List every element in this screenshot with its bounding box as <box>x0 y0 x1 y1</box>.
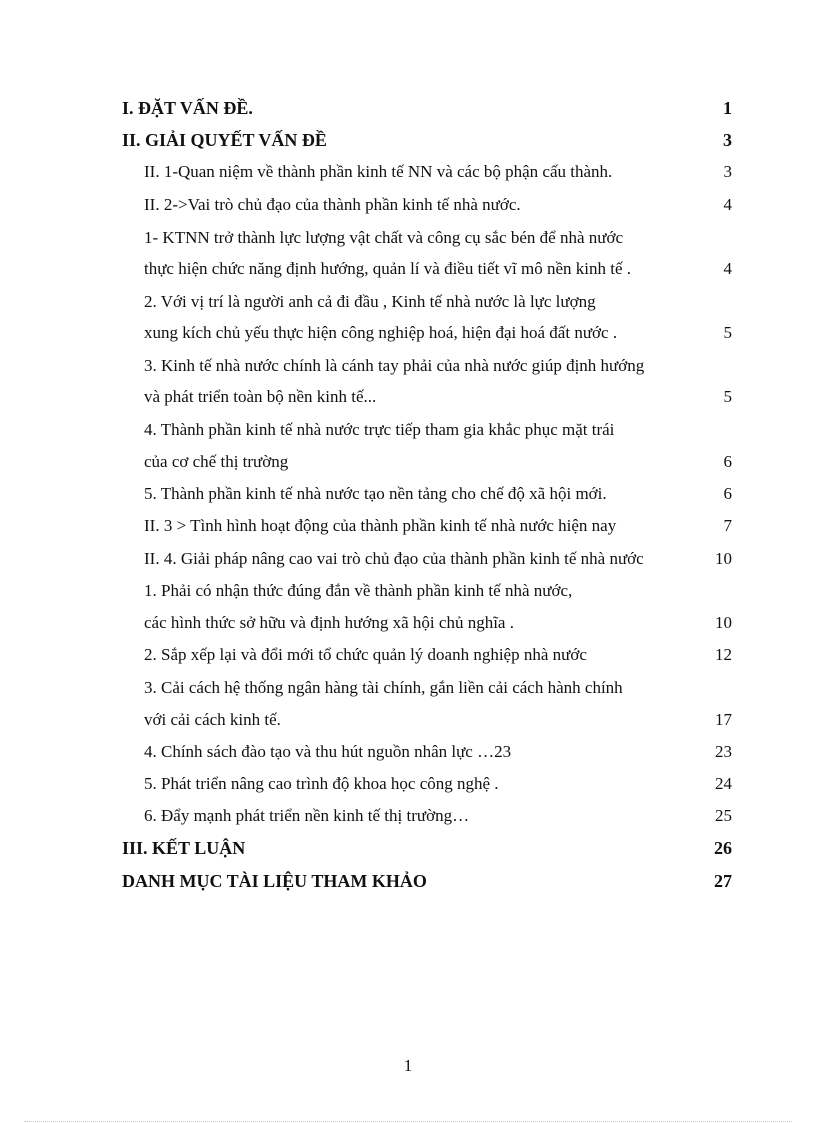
toc-entry-title: 3. Cải cách hệ thống ngân hàng tài chính, gắn liền cải cách hành chính <box>144 678 623 697</box>
toc-entry-page: 23 <box>715 742 732 761</box>
toc-entry <box>0 643 816 667</box>
toc-entry <box>0 611 816 635</box>
toc-entry <box>0 160 816 184</box>
toc-entry <box>0 450 816 474</box>
toc-entry-page: 10 <box>715 549 732 568</box>
toc-entry-title: của cơ chế thị trường <box>144 452 289 471</box>
toc-entry-page: 3 <box>723 130 732 150</box>
toc-entry-page: 27 <box>714 871 732 891</box>
footer-divider <box>24 1121 792 1122</box>
toc-entry <box>0 514 816 538</box>
toc-entry-title: 1- KTNN trở thành lực lượng vật chất và công cụ sắc bén để nhà nước <box>144 228 623 247</box>
toc-entry-title: II. 3 > Tình hình hoạt động của thành phần kinh tế nhà nước hiện nay <box>144 516 617 535</box>
toc-entry <box>0 579 816 603</box>
toc-entry-page: 17 <box>715 710 732 729</box>
toc-entry-title: II. 2->Vai trò chủ đạo của thành phần kinh tế nhà nước. <box>144 195 521 214</box>
toc-entry-title: III. KẾT LUẬN <box>122 838 246 858</box>
toc-entry <box>0 290 816 314</box>
toc-entry-page: 25 <box>715 806 732 825</box>
toc-entry-page: 6 <box>723 484 732 503</box>
toc-entry-title: II. 1-Quan niệm về thành phần kinh tế NN và các bộ phận cấu thành. <box>144 162 613 181</box>
toc-entry-title: với cải cách kinh tế. <box>144 710 281 729</box>
toc-entry-title: 2. Sắp xếp lại và đổi mới tổ chức quản lý doanh nghiệp nhà nước <box>144 645 587 664</box>
toc-entry <box>0 676 816 700</box>
toc-entry-title: 3. Kinh tế nhà nước chính là cánh tay phải của nhà nước giúp định hướng <box>144 356 645 375</box>
toc-entry-title: xung kích chủ yếu thực hiện công nghiệp hoá, hiện đại hoá đất nước . <box>144 323 618 342</box>
toc-entry <box>0 193 816 217</box>
toc-entry-page: 26 <box>714 838 732 858</box>
toc-entry <box>0 128 816 152</box>
toc-entry <box>0 772 816 796</box>
toc-entry-title: 6. Đẩy mạnh phát triển nền kinh tế thị trường… <box>144 806 470 825</box>
toc-entry-title: và phát triển toàn bộ nền kinh tế... <box>144 387 377 406</box>
toc-entry-title: thực hiện chức năng định hướng, quản lí và điều tiết vĩ mô nền kinh tế . <box>144 259 632 278</box>
toc-entry <box>0 96 816 120</box>
toc-entry-title: 5. Phát triển nâng cao trình độ khoa học công nghệ . <box>144 774 499 793</box>
toc-entry-title: II. 4. Giải pháp nâng cao vai trò chủ đạo của thành phần kinh tế nhà nước <box>144 549 644 568</box>
toc-entry <box>0 418 816 442</box>
toc-entry-title: 2. Với vị trí là người anh cả đi đầu , Kinh tế nhà nước là lực lượng <box>144 292 596 311</box>
toc-entry-title: 4. Chính sách đào tạo và thu hút nguồn nhân lực …23 <box>144 742 512 761</box>
toc-entry <box>0 321 816 345</box>
toc-entry-page: 4 <box>723 259 732 278</box>
toc-entry-page: 12 <box>715 645 732 664</box>
toc-entry-title: 5. Thành phần kinh tế nhà nước tạo nền tảng cho chế độ xã hội mới. <box>144 484 607 503</box>
toc-entry <box>0 869 816 893</box>
toc-entry-page: 7 <box>723 516 732 535</box>
toc-entry-title: 1. Phải có nhận thức đúng đắn về thành phần kinh tế nhà nước, <box>144 581 573 600</box>
toc-entry <box>0 740 816 764</box>
toc-entry-title: II. GIẢI QUYẾT VẤN ĐỀ <box>122 130 327 150</box>
page-number: 1 <box>403 1056 413 1075</box>
toc-entry <box>0 708 816 732</box>
toc-entry-page: 6 <box>723 452 732 471</box>
toc-entry-title: I. ĐẶT VẤN ĐỀ. <box>122 98 253 118</box>
toc-entry-title: các hình thức sở hữu và định hướng xã hội chủ nghĩa . <box>144 613 514 632</box>
toc-entry-page: 4 <box>723 195 732 214</box>
toc-entry <box>0 804 816 828</box>
toc-entry-title: 4. Thành phần kinh tế nhà nước trực tiếp tham gia khắc phục mặt trái <box>144 420 615 439</box>
toc-entry-page: 5 <box>723 387 732 406</box>
toc-entry-page: 5 <box>723 323 732 342</box>
toc-entry-page: 1 <box>723 98 732 118</box>
toc-entry <box>0 226 816 250</box>
toc-entry <box>0 482 816 506</box>
toc-entry <box>0 385 816 409</box>
toc-entry-page: 3 <box>723 162 732 181</box>
toc-entry-page: 24 <box>715 774 732 793</box>
toc-entry-page: 10 <box>715 613 732 632</box>
toc-entry-title: DANH MỤC TÀI LIỆU THAM KHẢO <box>122 871 427 891</box>
toc-entry <box>0 257 816 281</box>
toc-entry <box>0 547 816 571</box>
toc-entry <box>0 354 816 378</box>
toc-entry <box>0 836 816 860</box>
